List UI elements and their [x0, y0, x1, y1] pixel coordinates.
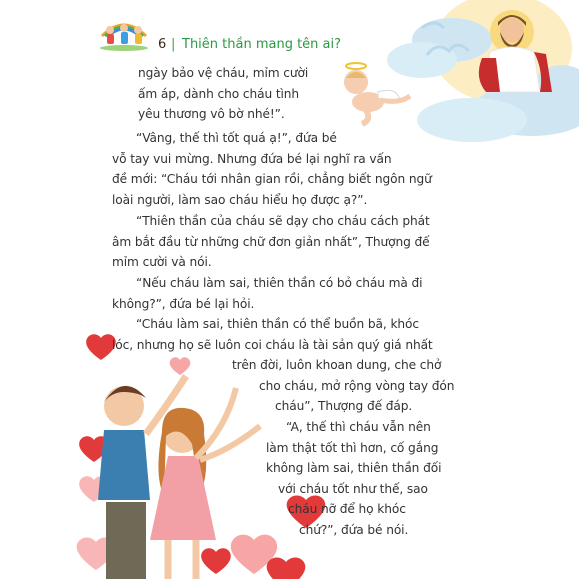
header-separator: | — [171, 37, 176, 52]
chapter-title: Thiên thần mang tên ai? — [182, 37, 342, 52]
paragraph-line: “Nếu cháu làm sai, thiên thần có bỏ cháu mà đi — [136, 276, 423, 290]
god-and-cherub-illustration — [322, 0, 579, 145]
paragraph-line: “Vâng, thế thì tốt quá ạ!”, đứa bé — [136, 131, 337, 145]
paragraph-line: âm bắt đầu từ những chữ đơn giản nhất”, Thượng đế — [112, 234, 430, 249]
paragraph-3 — [112, 211, 430, 273]
paragraph-line: trên đời, luôn khoan dung, che chở — [232, 358, 442, 372]
paragraph-line: yêu thương vô bờ nhé!”. — [138, 107, 285, 121]
paragraph-line: vỗ tay vui mừng. Nhưng đứa bé lại nghĩ ra vấn — [112, 151, 392, 166]
paragraph-line: không?”, đứa bé lại hỏi. — [112, 296, 255, 311]
paragraph-line: ấm áp, dành cho cháu tình — [138, 86, 300, 101]
paragraph-line: “Thiên thần của cháu sẽ dạy cho cháu cách phát — [136, 214, 430, 228]
paragraph-line: mỉm cười và nói. — [112, 255, 212, 269]
paragraph-line: đề mới: “Cháu tới nhân gian rồi, chẳng biết ngôn ngữ — [112, 172, 432, 186]
paragraph-line: ngày bảo vệ cháu, mỉm cười — [138, 66, 309, 80]
paragraph-line: với cháu tốt như thế, sao — [278, 481, 428, 496]
paragraph-2 — [112, 128, 432, 210]
paragraph-1 — [138, 63, 308, 125]
page-header — [98, 12, 358, 52]
paragraph-line: cháu nỡ để họ khóc — [288, 502, 406, 516]
paragraph-line: cho cháu, mở rộng vòng tay đón — [259, 378, 455, 393]
paragraph-6 — [266, 417, 441, 540]
paragraph-5 — [112, 314, 454, 417]
kids-playing-icon — [98, 12, 150, 52]
paragraph-line: không làm sai, thiên thần đối — [266, 461, 442, 475]
paragraph-line: loài người, làm sao cháu hiểu họ được ạ?”. — [112, 192, 368, 207]
paragraph-line: làm thật tốt thì hơn, cố gắng — [266, 440, 439, 455]
paragraph-line: cháu”, Thượng đế đáp. — [275, 399, 413, 413]
paragraph-line: lóc, nhưng họ sẽ luôn coi cháu là tài sản quý giá nhất — [112, 337, 433, 352]
paragraph-line: “A, thế thì cháu vẫn nên — [286, 420, 431, 434]
page-number: 6 — [158, 37, 167, 52]
paragraph-4 — [112, 273, 422, 314]
paragraph-line: chứ?”, đứa bé nói. — [299, 522, 409, 537]
paragraph-line: “Cháu làm sai, thiên thần có thể buồn bã, khóc — [136, 317, 420, 331]
